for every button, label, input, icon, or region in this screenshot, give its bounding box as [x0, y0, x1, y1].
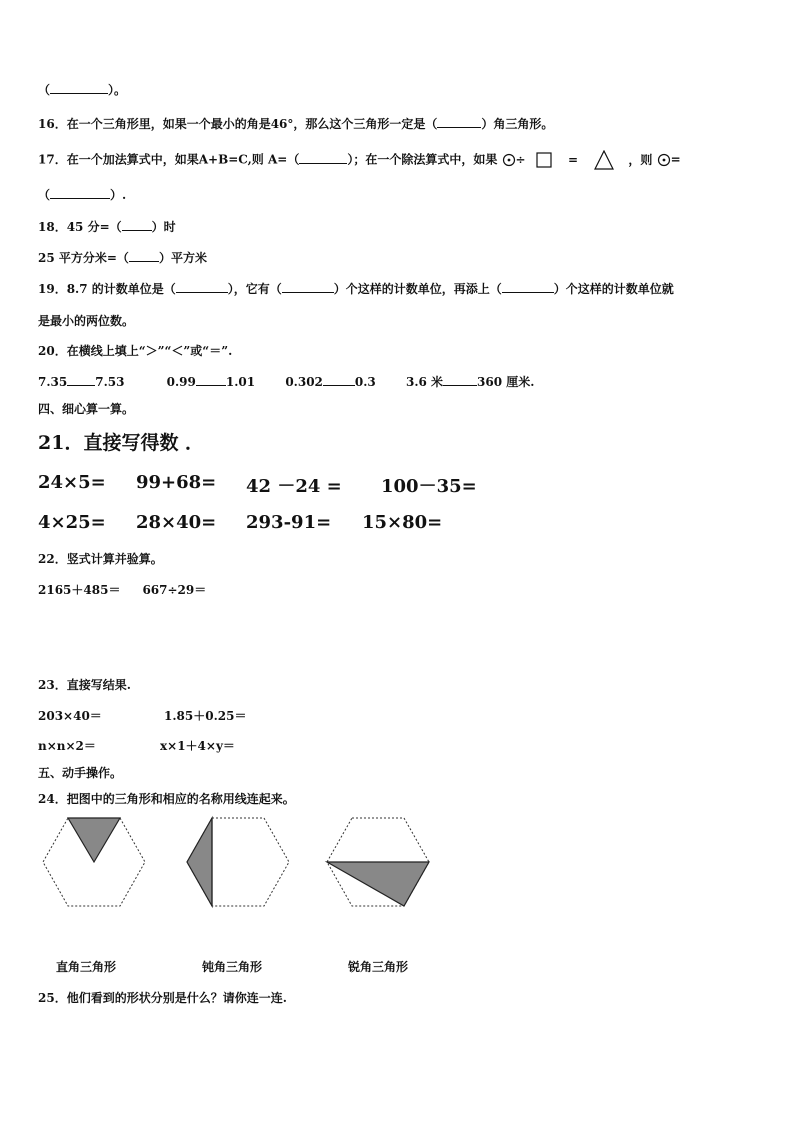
section-5-heading: 五、动手操作。	[38, 766, 123, 780]
answer-blank[interactable]	[122, 219, 152, 231]
calc-item: 293-91=	[246, 512, 332, 533]
question-25: 25．他们看到的形状分别是什么？请你连一连.	[38, 991, 287, 1005]
answer-blank[interactable]	[282, 281, 334, 293]
question-22: 22．竖式计算并验算。	[38, 552, 163, 566]
q15-tail: （ ）。	[38, 83, 127, 97]
question-24: 24．把图中的三角形和相应的名称用线连起来。	[38, 792, 295, 806]
calc-item: x×1＋4×y＝	[160, 739, 235, 753]
hexagon-figure-1	[40, 815, 148, 909]
circle-dot-icon	[657, 153, 671, 167]
compare-blank[interactable]	[323, 374, 355, 386]
answer-blank[interactable]	[50, 82, 108, 94]
answer-blank[interactable]	[299, 152, 347, 164]
question-17: 17．在一个加法算式中，如果A+B=C,则 A=（ ）；在一个除法算式中，如果 ÷ = ，则 =	[38, 150, 681, 170]
calc-item: 42 －24 =	[246, 476, 342, 497]
calc-item: n×n×2＝	[38, 739, 96, 753]
calc-item: 4×25=	[38, 512, 106, 533]
label-right-triangle: 直角三角形	[56, 960, 117, 974]
question-18a: 18．45 分=（ ）时	[38, 220, 176, 234]
answer-blank[interactable]	[176, 281, 228, 293]
question-16: 16．在一个三角形里，如果一个最小的角是46°，那么这个三角形一定是（ ）角三角形。	[38, 117, 554, 131]
answer-blank[interactable]	[129, 250, 159, 262]
calc-item: 99+68=	[136, 472, 217, 493]
hexagon-figure-3	[324, 815, 432, 909]
calc-item: 15×80=	[362, 512, 443, 533]
question-20: 20．在横线上填上“＞”“＜”或“＝”.	[38, 344, 233, 358]
answer-blank[interactable]	[50, 187, 110, 199]
label-obtuse-triangle: 钝角三角形	[202, 960, 263, 974]
compare-blank[interactable]	[196, 374, 226, 386]
hexagon-figure-2	[184, 815, 292, 909]
section-4-heading: 四、细心算一算。	[38, 402, 135, 416]
triangle-icon	[594, 150, 614, 170]
calc-item: 203×40＝	[38, 709, 102, 723]
question-19-tail: 是最小的两位数。	[38, 314, 135, 328]
calc-item: 1.85＋0.25＝	[164, 709, 247, 723]
question-23: 23．直接写结果.	[38, 678, 131, 692]
question-18b: 25 平方分米=（ ）平方米	[38, 251, 207, 265]
calc-item: 28×40=	[136, 512, 217, 533]
question-17-tail: （ ）.	[38, 188, 127, 202]
answer-blank[interactable]	[437, 116, 481, 128]
label-acute-triangle: 锐角三角形	[348, 960, 409, 974]
question-22-items: 2165＋485＝ 667÷29＝	[38, 583, 207, 597]
calc-item: 100－35=	[381, 476, 477, 497]
answer-blank[interactable]	[502, 281, 554, 293]
question-19: 19．8.7 的计数单位是（ ），它有（ ）个这样的计数单位，再添上（ ）个这样的计数单位就	[38, 282, 674, 296]
question-21: 21．直接写得数 ．	[38, 432, 205, 454]
question-20-items: 7.35 7.53 0.99 1.01 0.302 0.3 3.6 米 360 厘米.	[38, 375, 535, 389]
calc-item: 24×5=	[38, 472, 106, 493]
circle-dot-icon	[502, 153, 516, 167]
square-icon	[536, 152, 552, 168]
compare-blank[interactable]	[443, 374, 477, 386]
compare-blank[interactable]	[67, 374, 95, 386]
